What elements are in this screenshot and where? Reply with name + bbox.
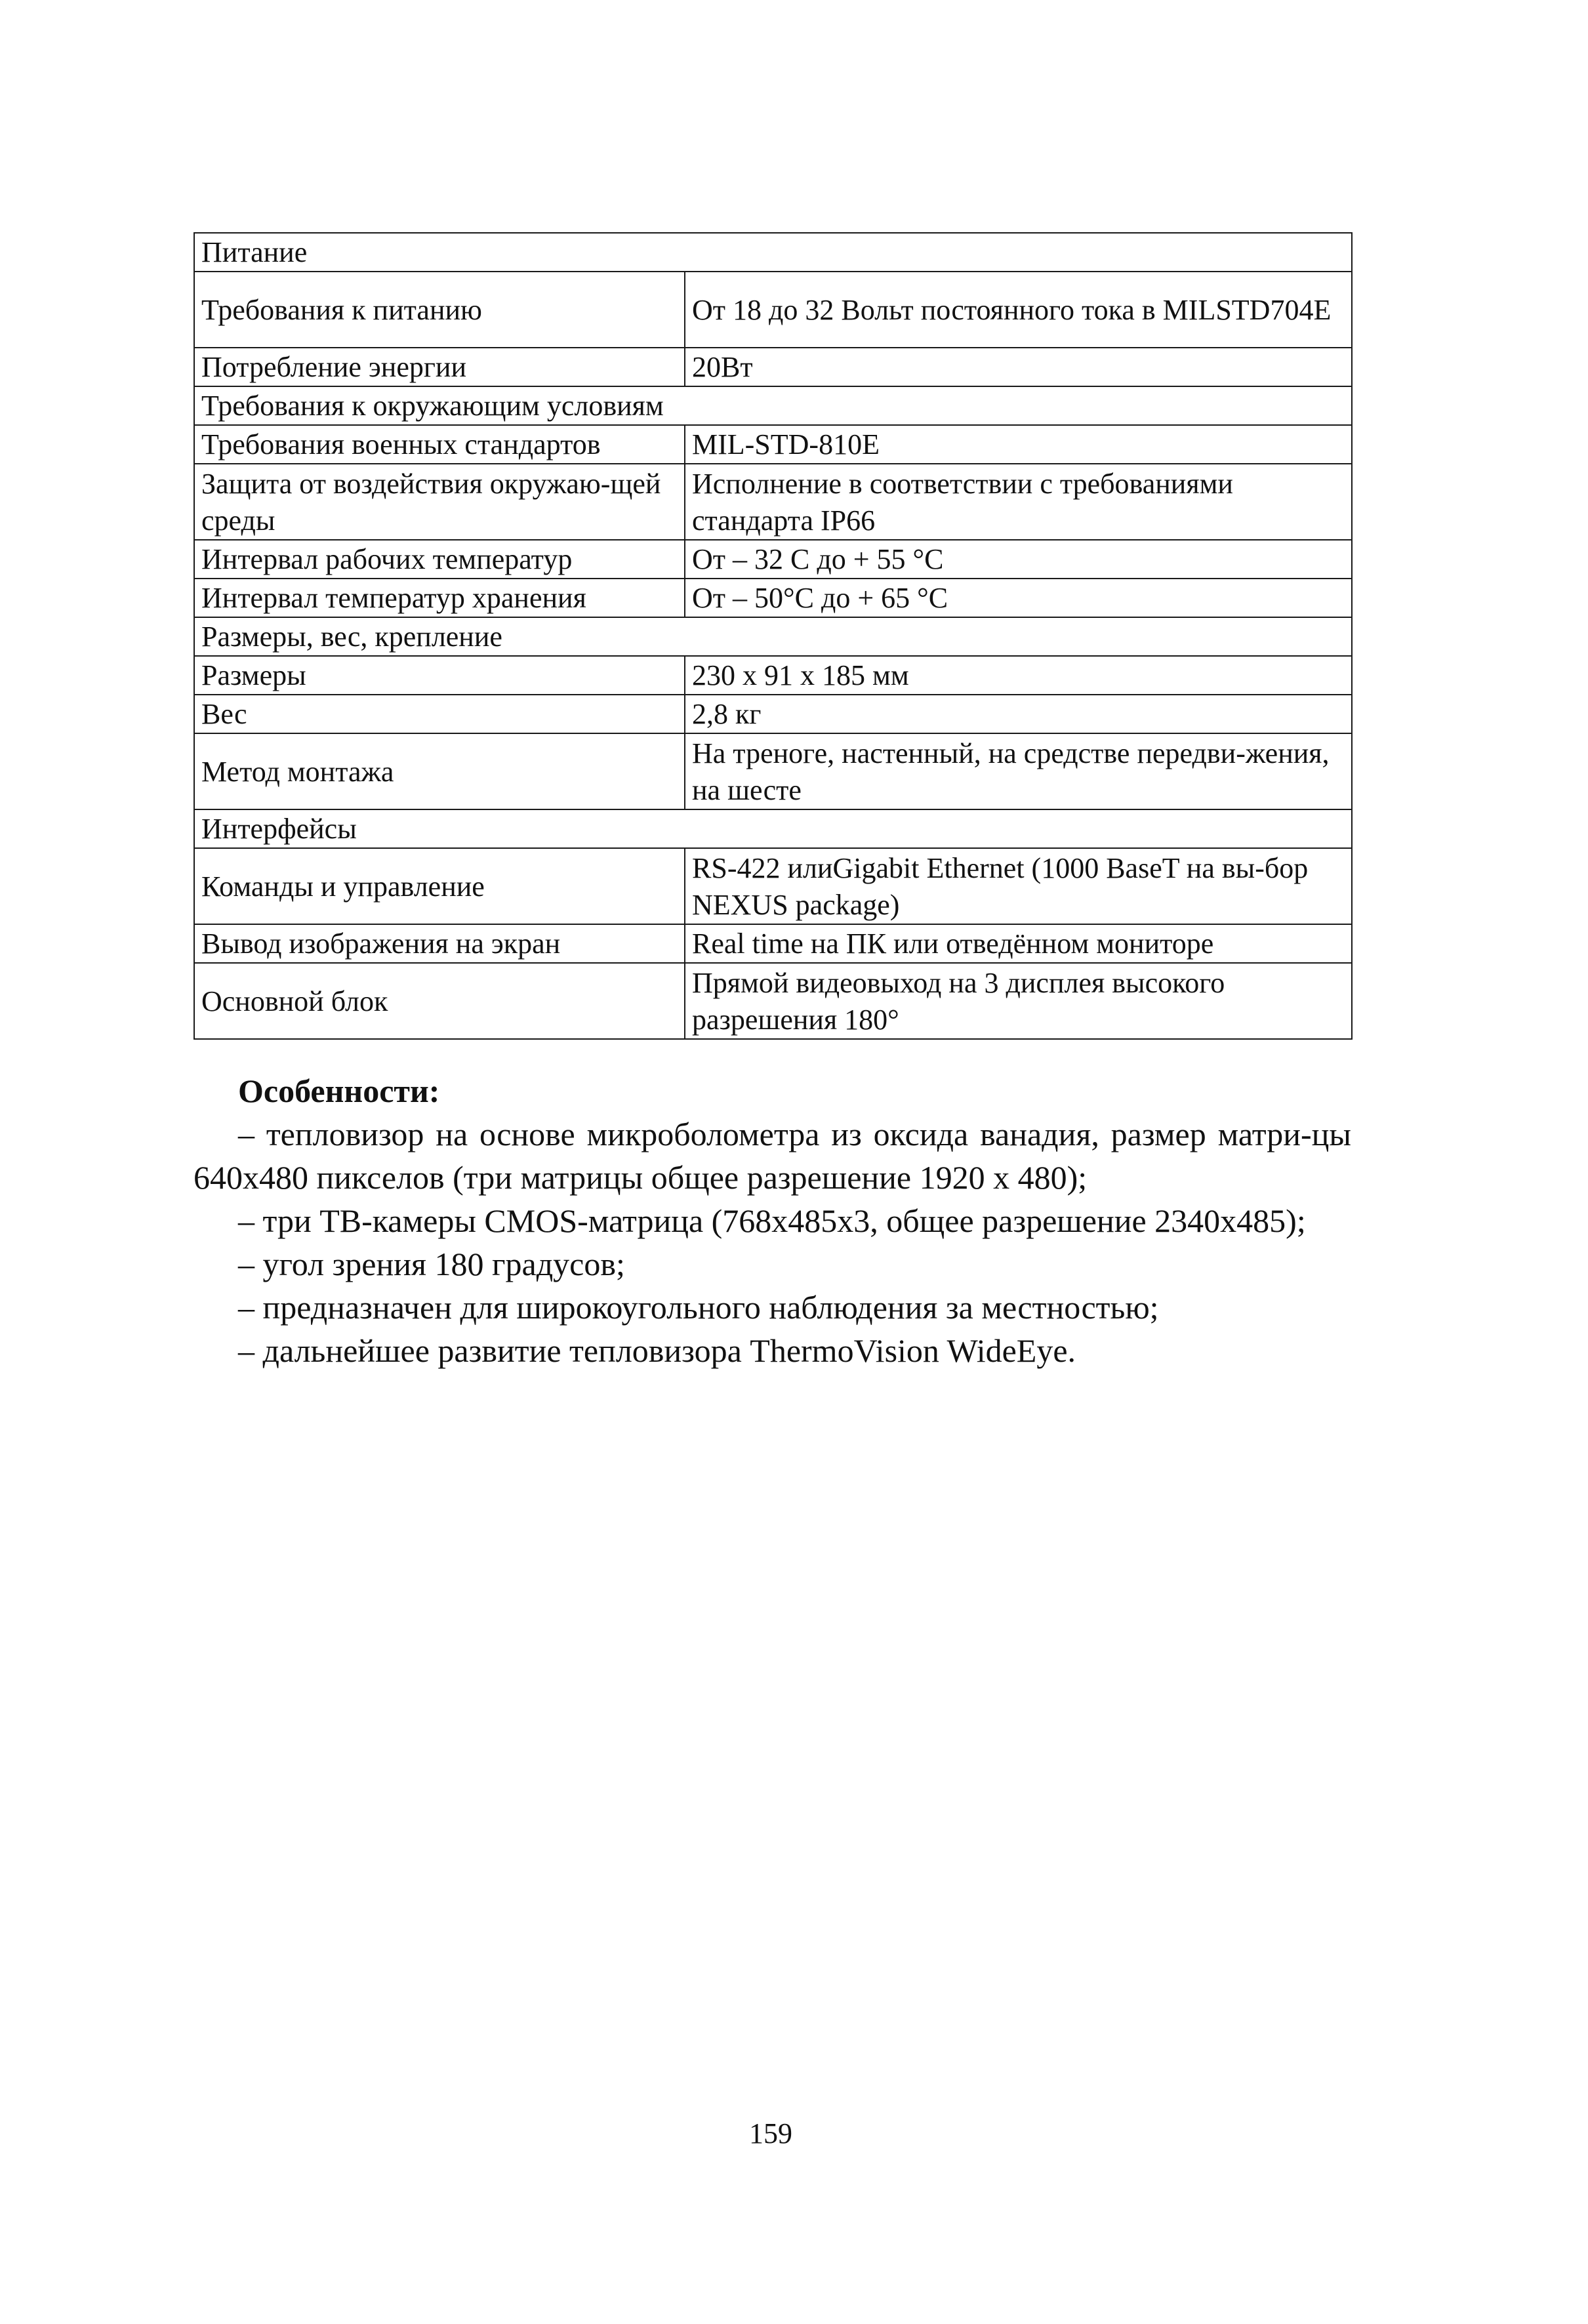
param-cell: Интервал температур хранения <box>194 579 685 617</box>
value-text: От 18 до 32 Вольт постоянного тока в MILSTD704E <box>692 293 1332 326</box>
param-cell: Размеры <box>194 656 685 695</box>
feature-item: – дальнейшее развитие тепловизора ThermoVision WideEye. <box>238 1332 1076 1369</box>
table-row <box>194 272 1352 348</box>
param-cell: Потребление энергии <box>194 348 685 386</box>
table-section-row <box>194 809 1352 848</box>
table-row <box>194 924 1352 963</box>
table-row <box>194 848 1352 924</box>
table-row <box>194 733 1352 809</box>
param-cell: Вывод изображения на экран <box>194 924 685 963</box>
features-heading: Особенности: <box>238 1072 440 1109</box>
section-label-power: Питание <box>194 233 1352 272</box>
param-cell: Команды и управление <box>194 848 685 924</box>
value-cell: 230 х 91 х 185 мм <box>685 656 1352 695</box>
table-row <box>194 348 1352 386</box>
table-section-row <box>194 386 1352 425</box>
value-cell: Исполнение в соответствии с требованиями стандарта IP66 <box>685 464 1352 540</box>
value-cell: MIL-STD-810E <box>685 425 1352 464</box>
value-cell: От – 32 С до + 55 °С <box>685 540 1352 579</box>
feature-item: – три ТВ-камеры CMOS-матрица (768x485x3, общее разрешение 2340x485); <box>238 1202 1306 1239</box>
param-cell: Основной блок <box>194 963 685 1039</box>
section-label-environment: Требования к окружающим условиям <box>194 386 1352 425</box>
value-cell: RS-422 илиGigabit Ethernet (1000 BaseT на вы-бор NEXUS package) <box>685 848 1352 924</box>
section-label-dimensions: Размеры, вес, крепление <box>194 617 1352 656</box>
table-row <box>194 695 1352 733</box>
table-row <box>194 656 1352 695</box>
value-cell: Real time на ПК или отведённом мониторе <box>685 924 1352 963</box>
param-cell: Защита от воздействия окружаю-щей среды <box>194 464 685 540</box>
table-row <box>194 579 1352 617</box>
table-row <box>194 464 1352 540</box>
feature-item: – предназначен для широкоугольного наблюдения за местностью; <box>238 1289 1159 1326</box>
param-cell: Метод монтажа <box>194 733 685 809</box>
param-cell: Требования к питанию <box>194 272 685 348</box>
param-cell: Вес <box>194 695 685 733</box>
page-number: 159 <box>749 2117 792 2150</box>
param-cell: Интервал рабочих температур <box>194 540 685 579</box>
table-section-row <box>194 617 1352 656</box>
table-row <box>194 963 1352 1039</box>
value-cell: Прямой видеовыход на 3 дисплея высокого разрешения 180° <box>685 963 1352 1039</box>
features-section <box>193 1069 1351 1372</box>
param-cell: Требования военных стандартов <box>194 425 685 464</box>
table-section-row <box>194 233 1352 272</box>
specifications-table <box>193 232 1353 1040</box>
value-cell: 20Вт <box>685 348 1352 386</box>
value-cell: На треноге, настенный, на средстве передви-жения, на шесте <box>685 733 1352 809</box>
value-cell: От – 50°С до + 65 °С <box>685 579 1352 617</box>
table-row <box>194 540 1352 579</box>
feature-item: – тепловизор на основе микроболометра из оксида ванадия, размер матри-цы 640x480 пикселов (три матрицы общее разрешение 1920 х 480); <box>193 1116 1351 1196</box>
value-cell: 2,8 кг <box>685 695 1352 733</box>
table-row <box>194 425 1352 464</box>
value-cell <box>685 272 1352 348</box>
feature-item: – угол зрения 180 градусов; <box>238 1246 625 1282</box>
section-label-interfaces: Интерфейсы <box>194 809 1352 848</box>
